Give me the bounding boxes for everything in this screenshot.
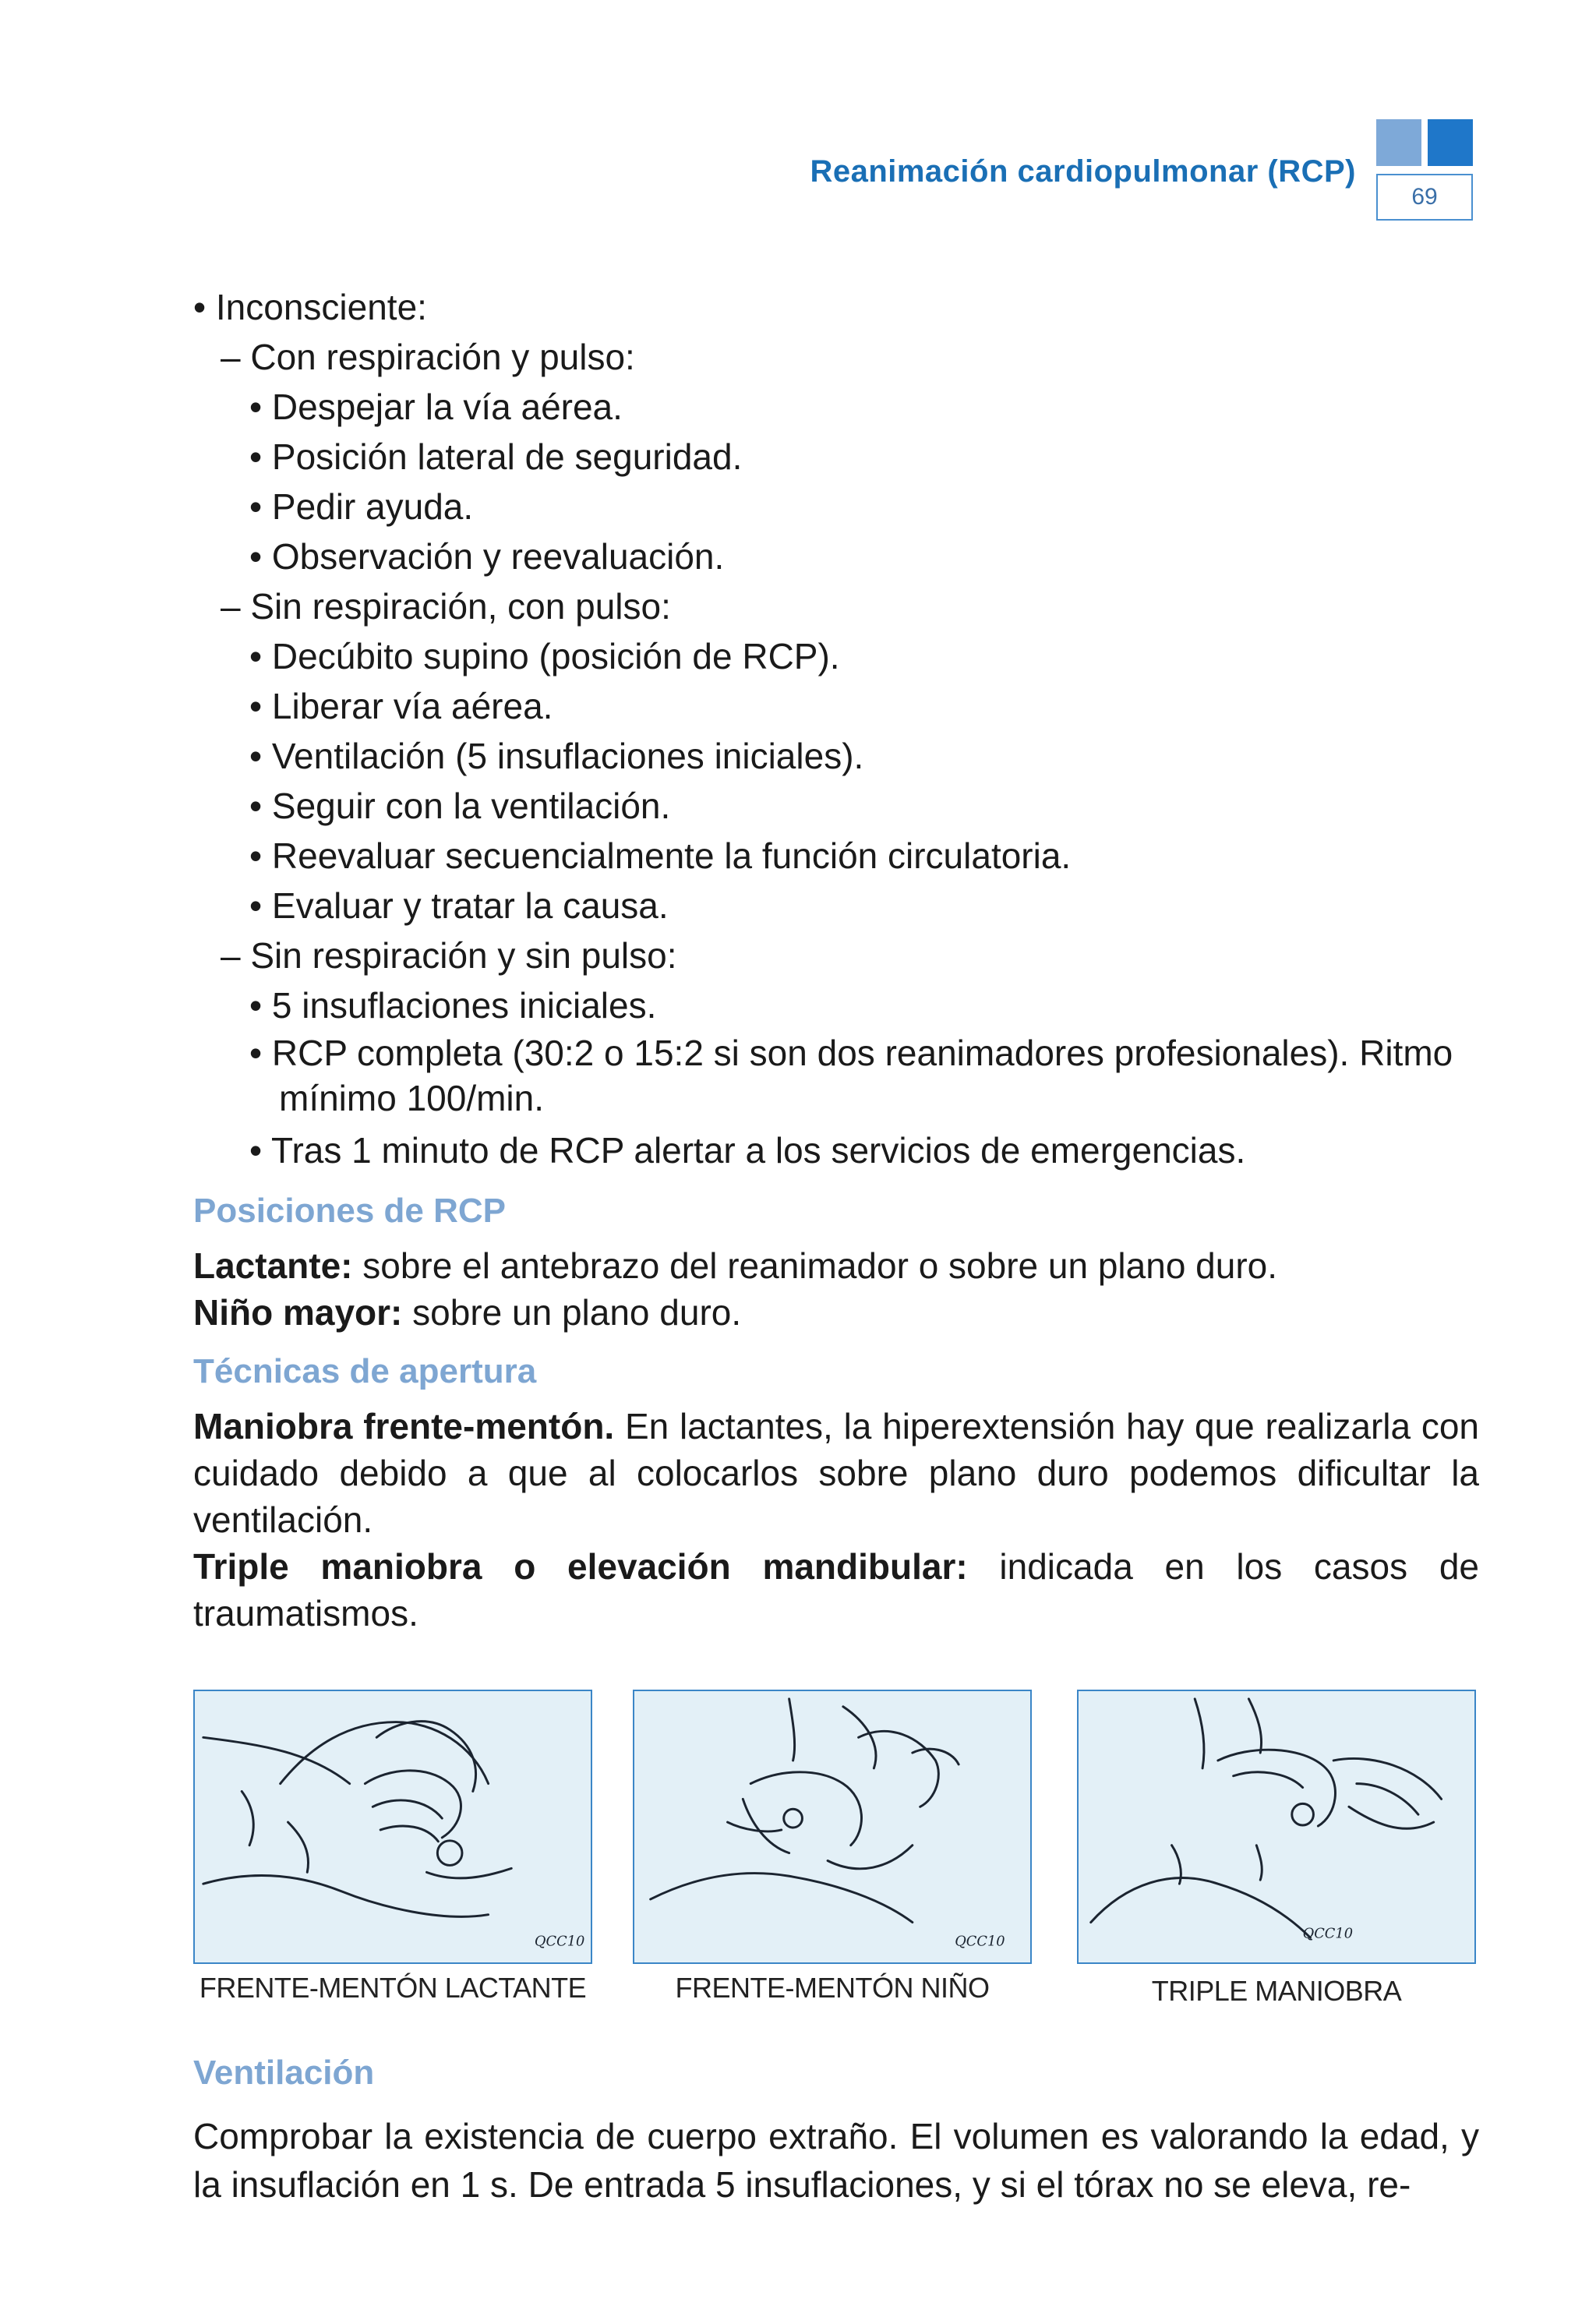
- header-square-dark: [1428, 119, 1473, 166]
- text-frente-menton: En lactantes, la hiperextensión hay que realizarla con cuidado debido a que al colocarlos sobre plano duro podemos dificultar la ventilación.: [193, 1406, 1479, 1540]
- illustration-child-head-tilt: [634, 1691, 1030, 1962]
- list-item: • Evaluar y tratar la causa.: [249, 885, 669, 926]
- text-triple-maniobra: indicada en los casos de traumatismos.: [193, 1546, 1479, 1634]
- text-nino: sobre un plano duro.: [402, 1292, 742, 1333]
- illustrator-signature: QCC10: [1302, 1925, 1354, 1942]
- caption-triple-maniobra: TRIPLE MANIOBRA: [1151, 1975, 1402, 2007]
- illustrator-signature: QCC10: [534, 1933, 585, 1950]
- running-header-title: Reanimación cardiopulmonar (RCP): [810, 154, 1356, 189]
- list-item: • Liberar vía aérea.: [249, 686, 553, 726]
- text-lactante: sobre el antebrazo del reanimador o sobre un plano duro.: [352, 1245, 1278, 1286]
- paragraph-nino: [193, 1289, 1479, 1336]
- illustrator-signature: QCC10: [955, 1933, 1005, 1950]
- section-heading-tecnicas: Técnicas de apertura: [193, 1352, 537, 1390]
- list-group-heading: – Sin respiración, con pulso:: [221, 586, 671, 627]
- paragraph-triple-maniobra: [193, 1543, 1479, 1637]
- list-item: • Observación y reevaluación.: [249, 536, 725, 577]
- illustration-infant-head-tilt: [195, 1691, 591, 1962]
- list-item: • Reevaluar secuencialmente la función circulatoria.: [249, 835, 1072, 876]
- figure-frente-menton-lactante: [193, 1690, 592, 1964]
- list-item: • Posición lateral de seguridad.: [249, 436, 743, 477]
- list-group-heading: – Sin respiración y sin pulso:: [221, 935, 677, 976]
- list-item: • Pedir ayuda.: [249, 486, 474, 527]
- term-triple-maniobra: Triple maniobra o elevación mandibular:: [193, 1546, 968, 1587]
- section-heading-ventilacion: Ventilación: [193, 2054, 375, 2092]
- list-item: • Ventilación (5 insuflaciones iniciales).: [249, 736, 864, 776]
- caption-frente-menton-lactante: FRENTE-MENTÓN LACTANTE: [199, 1972, 587, 2004]
- list-item: • Tras 1 minuto de RCP alertar a los servicios de emergencias.: [249, 1130, 1246, 1171]
- illustration-jaw-thrust: [1079, 1691, 1474, 1962]
- section-ventilacion: [193, 2051, 1479, 2209]
- term-lactante: Lactante:: [193, 1245, 353, 1286]
- section-heading-posiciones: Posiciones de RCP: [193, 1192, 507, 1230]
- list-item: • Seguir con la ventilación.: [249, 786, 671, 826]
- list-item: • Decúbito supino (posición de RCP).: [249, 636, 840, 676]
- main-content: [193, 282, 1479, 1637]
- caption-frente-menton-nino: FRENTE-MENTÓN NIÑO: [675, 1972, 990, 2004]
- figure-frente-menton-nino: [633, 1690, 1032, 1964]
- list-group-heading: – Con respiración y pulso:: [221, 337, 635, 377]
- list-item-inconsciente: • Inconsciente:: [193, 287, 427, 327]
- term-nino: Niño mayor:: [193, 1292, 403, 1333]
- paragraph-lactante: [193, 1242, 1479, 1289]
- list-item: • 5 insuflaciones iniciales.: [249, 985, 657, 1026]
- paragraph-ventilacion: Comprobar la existencia de cuerpo extraño. El volumen es valorando la edad, y la insuflación en 1 s. De entrada 5 insuflaciones, y si el tórax no se eleva, re-: [193, 2116, 1479, 2205]
- header-square-light: [1376, 119, 1421, 166]
- list-item: • RCP completa (30:2 o 15:2 si son dos reanimadores profesionales). Ritmo mínimo 100/min.: [249, 1033, 1453, 1118]
- paragraph-frente-menton: [193, 1403, 1479, 1543]
- term-frente-menton: Maniobra frente-mentón.: [193, 1406, 615, 1446]
- figure-triple-maniobra: [1077, 1690, 1476, 1964]
- page-number: 69: [1376, 174, 1473, 221]
- list-item: • Despejar la vía aérea.: [249, 387, 623, 427]
